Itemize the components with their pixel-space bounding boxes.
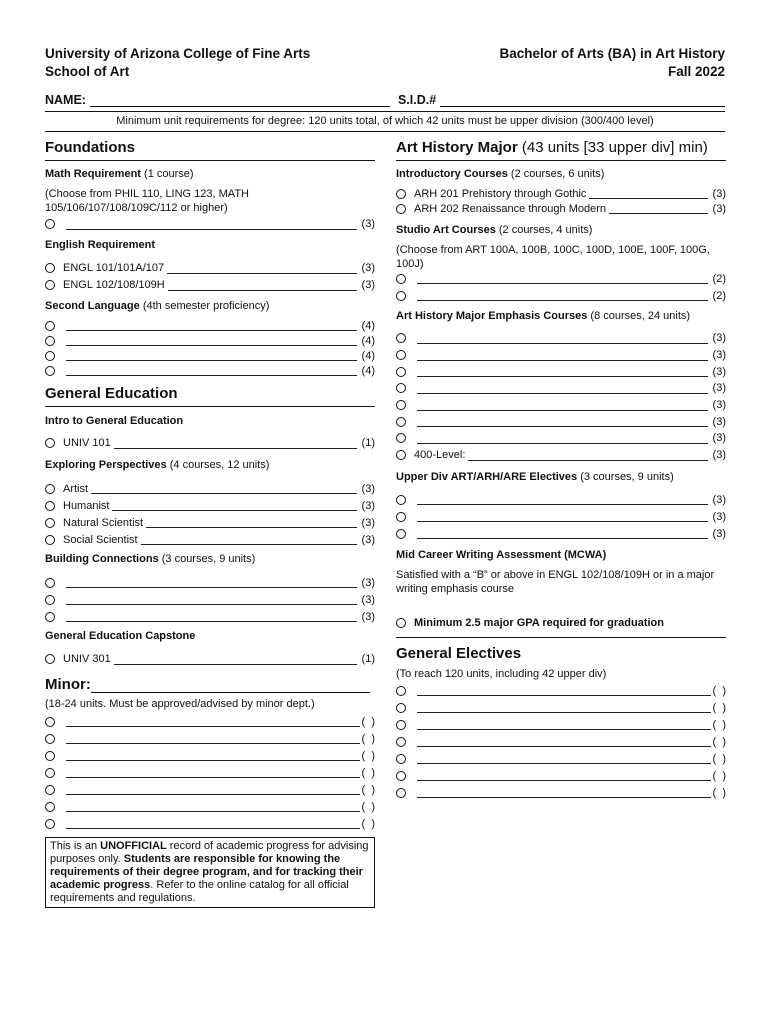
course-entry-line[interactable] (417, 753, 711, 764)
upper-div-electives-heading: Upper Div ART/ARH/ARE Electives (3 courses, 9 units) (396, 471, 674, 483)
checkbox-icon[interactable] (396, 350, 406, 360)
checkbox-icon[interactable] (45, 366, 55, 376)
math-note: (Choose from PHIL 110, LING 123, MATH 105/106/107/108/109C/112 or higher) (45, 188, 249, 214)
math-requirement-heading: Math Requirement (1 course) (45, 168, 194, 180)
institution-name: University of Arizona College of Fine Arts (45, 46, 311, 61)
catalog-term: Fall 2022 (667, 64, 725, 79)
general-electives-note: (To reach 120 units, including 42 upper div) (396, 668, 607, 680)
building-row[interactable]: (3) (45, 591, 375, 608)
checkbox-icon[interactable] (396, 737, 406, 747)
minor-course-row[interactable]: ( ) (45, 798, 375, 815)
building-connections-heading: Building Connections (3 courses, 9 units) (45, 553, 256, 565)
checkbox-icon[interactable] (396, 495, 406, 505)
studio-course-row[interactable]: (2) (396, 270, 726, 287)
emphasis-course-list (396, 330, 726, 464)
checkbox-icon[interactable] (45, 321, 55, 331)
course-entry-line[interactable] (66, 577, 357, 588)
course-entry-line[interactable] (417, 770, 711, 781)
foundations-title: Foundations (45, 139, 135, 156)
math-course-row[interactable]: (3) (45, 216, 375, 232)
course-entry-line[interactable] (589, 188, 707, 199)
divider (45, 160, 375, 161)
emphasis-course-row[interactable]: (3) (396, 430, 726, 447)
intro-course-row[interactable]: ARH 201 Prehistory through Gothic (3) (396, 186, 726, 201)
course-entry-line[interactable] (66, 365, 357, 376)
checkbox-icon[interactable] (45, 654, 55, 664)
course-entry-line[interactable] (417, 736, 711, 747)
english-course-row[interactable]: ENGL 101/101A/107 (3) (45, 260, 375, 276)
course-entry-line[interactable] (468, 450, 707, 461)
course-entry-line[interactable] (66, 784, 360, 795)
language-course-list (45, 318, 375, 378)
perspective-row[interactable]: Natural Scientist (3) (45, 514, 375, 531)
general-elective-row[interactable]: ( ) (396, 767, 726, 784)
checkbox-icon[interactable] (396, 450, 406, 460)
upper-div-electives-list (396, 491, 726, 542)
course-entry-line[interactable] (417, 494, 708, 505)
course-entry-line[interactable] (168, 280, 357, 291)
course-entry-line[interactable] (417, 511, 708, 522)
checkbox-icon[interactable] (45, 280, 55, 290)
checkbox-icon[interactable] (45, 336, 55, 346)
checkbox-icon[interactable] (45, 734, 55, 744)
course-entry-line[interactable] (114, 438, 357, 449)
minor-course-row[interactable]: ( ) (45, 747, 375, 764)
course-entry-line[interactable] (417, 333, 708, 344)
checkbox-icon[interactable] (45, 819, 55, 829)
studio-course-list (396, 270, 726, 304)
exploring-perspectives-list (45, 480, 375, 548)
disclaimer-box: This is an UNOFFICIAL record of academic progress for advising purposes only. Students are responsible for knowing the requirements of their degree program, and for tracking their academic progress. Refer to the online catalog for all official requirements and regulations. (45, 837, 375, 908)
checkbox-icon[interactable] (45, 785, 55, 795)
checkbox-icon[interactable] (396, 333, 406, 343)
emphasis-course-row[interactable]: (3) (396, 413, 726, 430)
course-entry-line[interactable] (114, 654, 357, 665)
degree-header (499, 45, 725, 81)
checkbox-icon[interactable] (396, 383, 406, 393)
checkbox-icon[interactable] (396, 618, 406, 628)
checkbox-icon[interactable] (45, 612, 55, 622)
emphasis-course-row[interactable]: (3) (396, 363, 726, 380)
mcwa-note: Satisfied with a “B” or above in ENGL 102/108/109H or in a major writing emphasis course (396, 569, 715, 595)
course-entry-line[interactable] (417, 273, 708, 284)
course-entry-line[interactable] (417, 400, 708, 411)
minor-course-row[interactable]: ( ) (45, 730, 375, 747)
checkbox-icon[interactable] (396, 274, 406, 284)
sid-field[interactable] (440, 94, 725, 107)
checkbox-icon[interactable] (45, 802, 55, 812)
minor-title: Minor: (45, 676, 370, 693)
course-entry-line[interactable] (112, 500, 356, 511)
course-entry-line[interactable] (417, 528, 708, 539)
emphasis-course-row[interactable]: (3) (396, 397, 726, 414)
course-entry-line[interactable] (417, 366, 708, 377)
perspective-row[interactable]: Artist (3) (45, 480, 375, 497)
course-entry-line[interactable] (66, 594, 357, 605)
minor-course-list (45, 713, 375, 832)
name-sid-bar (45, 93, 725, 107)
course-entry-line[interactable] (66, 818, 360, 829)
course-entry-line[interactable] (141, 534, 357, 545)
checkbox-icon[interactable] (396, 771, 406, 781)
checkbox-icon[interactable] (45, 501, 55, 511)
course-entry-line[interactable] (417, 685, 711, 696)
course-entry-line[interactable] (417, 383, 708, 394)
checkbox-icon[interactable] (396, 291, 406, 301)
emphasis-400-level-row[interactable]: 400-Level: (3) (396, 447, 726, 464)
introductory-course-list (396, 186, 726, 216)
upper-elective-row[interactable]: (3) (396, 491, 726, 508)
gpa-requirement-row[interactable]: Minimum 2.5 major GPA required for graduation (396, 615, 726, 631)
mcwa-heading: Mid Career Writing Assessment (MCWA) (396, 549, 607, 561)
english-requirement-heading: English Requirement (45, 239, 156, 251)
general-elective-row[interactable]: ( ) (396, 682, 726, 699)
language-course-row[interactable]: (4) (45, 363, 375, 378)
intro-course-row[interactable]: ARH 202 Renaissance through Modern (3) (396, 201, 726, 216)
school-name: School of Art (45, 64, 130, 79)
general-electives-title: General Electives (396, 645, 522, 662)
checkbox-icon[interactable] (45, 751, 55, 761)
course-entry-line[interactable] (66, 335, 357, 346)
second-language-heading: Second Language (4th semester proficiency) (45, 300, 270, 312)
course-entry-line[interactable] (66, 350, 357, 361)
minor-course-row[interactable]: ( ) (45, 764, 375, 781)
checkbox-icon[interactable] (396, 512, 406, 522)
checkbox-icon[interactable] (396, 367, 406, 377)
course-entry-line[interactable] (417, 416, 708, 427)
degree-title: Bachelor of Arts (BA) in Art History (499, 46, 725, 61)
general-elective-row[interactable]: ( ) (396, 733, 726, 750)
checkbox-icon[interactable] (396, 204, 406, 214)
general-elective-row[interactable]: ( ) (396, 699, 726, 716)
checkbox-icon[interactable] (396, 189, 406, 199)
perspective-row[interactable]: Social Scientist (3) (45, 531, 375, 548)
intro-gened-heading: Intro to General Education (45, 415, 184, 427)
sid-label: S.I.D.# (397, 93, 437, 107)
emphasis-course-row[interactable]: (3) (396, 330, 726, 347)
checkbox-icon[interactable] (45, 438, 55, 448)
emphasis-course-row[interactable]: (3) (396, 380, 726, 397)
perspective-row[interactable]: Humanist (3) (45, 497, 375, 514)
divider (45, 131, 725, 132)
course-entry-line[interactable] (66, 733, 360, 744)
checkbox-icon[interactable] (396, 529, 406, 539)
capstone-heading: General Education Capstone (45, 630, 196, 642)
building-row[interactable]: (3) (45, 574, 375, 591)
course-entry-line[interactable] (66, 611, 357, 622)
checkbox-icon[interactable] (45, 535, 55, 545)
checkbox-icon[interactable] (396, 417, 406, 427)
divider (45, 111, 725, 112)
course-entry-line[interactable] (66, 320, 357, 331)
studio-course-row[interactable]: (2) (396, 287, 726, 304)
course-entry-line[interactable] (417, 787, 711, 798)
checkbox-icon[interactable] (396, 703, 406, 713)
emphasis-courses-heading: Art History Major Emphasis Courses (8 courses, 24 units) (396, 310, 691, 322)
univ101-row[interactable]: UNIV 101 (1) (45, 435, 375, 451)
checkbox-icon[interactable] (45, 768, 55, 778)
divider (45, 406, 375, 407)
checkbox-icon[interactable] (396, 433, 406, 443)
general-elective-row[interactable]: ( ) (396, 750, 726, 767)
course-entry-line[interactable] (417, 290, 708, 301)
univ301-row[interactable]: UNIV 301 (1) (45, 651, 375, 667)
building-connections-list (45, 574, 375, 625)
checkbox-icon[interactable] (396, 400, 406, 410)
course-entry-line[interactable] (66, 750, 360, 761)
course-entry-line[interactable] (91, 483, 356, 494)
checkbox-icon[interactable] (45, 263, 55, 273)
exploring-perspectives-heading: Exploring Perspectives (4 courses, 12 units) (45, 459, 270, 471)
course-entry-line[interactable] (66, 219, 357, 230)
course-entry-line[interactable] (146, 517, 356, 528)
general-elective-row[interactable]: ( ) (396, 716, 726, 733)
course-entry-line[interactable] (66, 801, 360, 812)
building-row[interactable]: (3) (45, 608, 375, 625)
course-entry-line[interactable] (417, 433, 708, 444)
course-entry-line[interactable] (417, 719, 711, 730)
checkbox-icon[interactable] (45, 717, 55, 727)
course-entry-line[interactable] (66, 767, 360, 778)
institution-header (45, 45, 310, 81)
course-entry-line[interactable] (167, 263, 356, 274)
divider (396, 637, 726, 638)
divider (396, 160, 726, 161)
checkbox-icon[interactable] (396, 686, 406, 696)
name-label: NAME: (45, 93, 86, 107)
minor-course-row[interactable]: ( ) (45, 781, 375, 798)
course-entry-line[interactable] (417, 350, 708, 361)
checkbox-icon[interactable] (45, 219, 55, 229)
major-title: Art History Major (43 units [33 upper div] min) (396, 139, 708, 156)
checkbox-icon[interactable] (396, 754, 406, 764)
english-course-row[interactable]: ENGL 102/108/109H (3) (45, 277, 375, 293)
emphasis-course-row[interactable]: (3) (396, 347, 726, 364)
general-elective-row[interactable]: ( ) (396, 784, 726, 801)
studio-courses-heading: Studio Art Courses (2 courses, 4 units) (396, 224, 593, 236)
course-entry-line[interactable] (609, 203, 708, 214)
minor-course-row[interactable]: ( ) (45, 815, 375, 832)
minor-note: (18-24 units. Must be approved/advised by minor dept.) (45, 698, 315, 710)
upper-elective-row[interactable]: (3) (396, 508, 726, 525)
general-electives-list (396, 682, 726, 801)
studio-note: (Choose from ART 100A, 100B, 100C, 100D, 100E, 100F, 100G, 100J) (396, 244, 710, 270)
general-education-title: General Education (45, 385, 178, 402)
language-course-row[interactable]: (4) (45, 348, 375, 363)
introductory-courses-heading: Introductory Courses (2 courses, 6 units) (396, 168, 605, 180)
checkbox-icon[interactable] (45, 595, 55, 605)
checkbox-icon[interactable] (45, 484, 55, 494)
checkbox-icon[interactable] (45, 518, 55, 528)
language-course-row[interactable]: (4) (45, 318, 375, 333)
name-field[interactable] (90, 94, 390, 107)
minor-course-row[interactable]: ( ) (45, 713, 375, 730)
course-entry-line[interactable] (66, 716, 360, 727)
checkbox-icon[interactable] (45, 351, 55, 361)
checkbox-icon[interactable] (396, 720, 406, 730)
checkbox-icon[interactable] (396, 788, 406, 798)
minor-name-field[interactable] (91, 678, 370, 693)
min-requirements: Minimum unit requirements for degree: 120 units total, of which 42 units must be upper division (300/400 level) (116, 115, 654, 127)
upper-elective-row[interactable]: (3) (396, 525, 726, 542)
course-entry-line[interactable] (417, 702, 711, 713)
language-course-row[interactable]: (4) (45, 333, 375, 348)
checkbox-icon[interactable] (45, 578, 55, 588)
